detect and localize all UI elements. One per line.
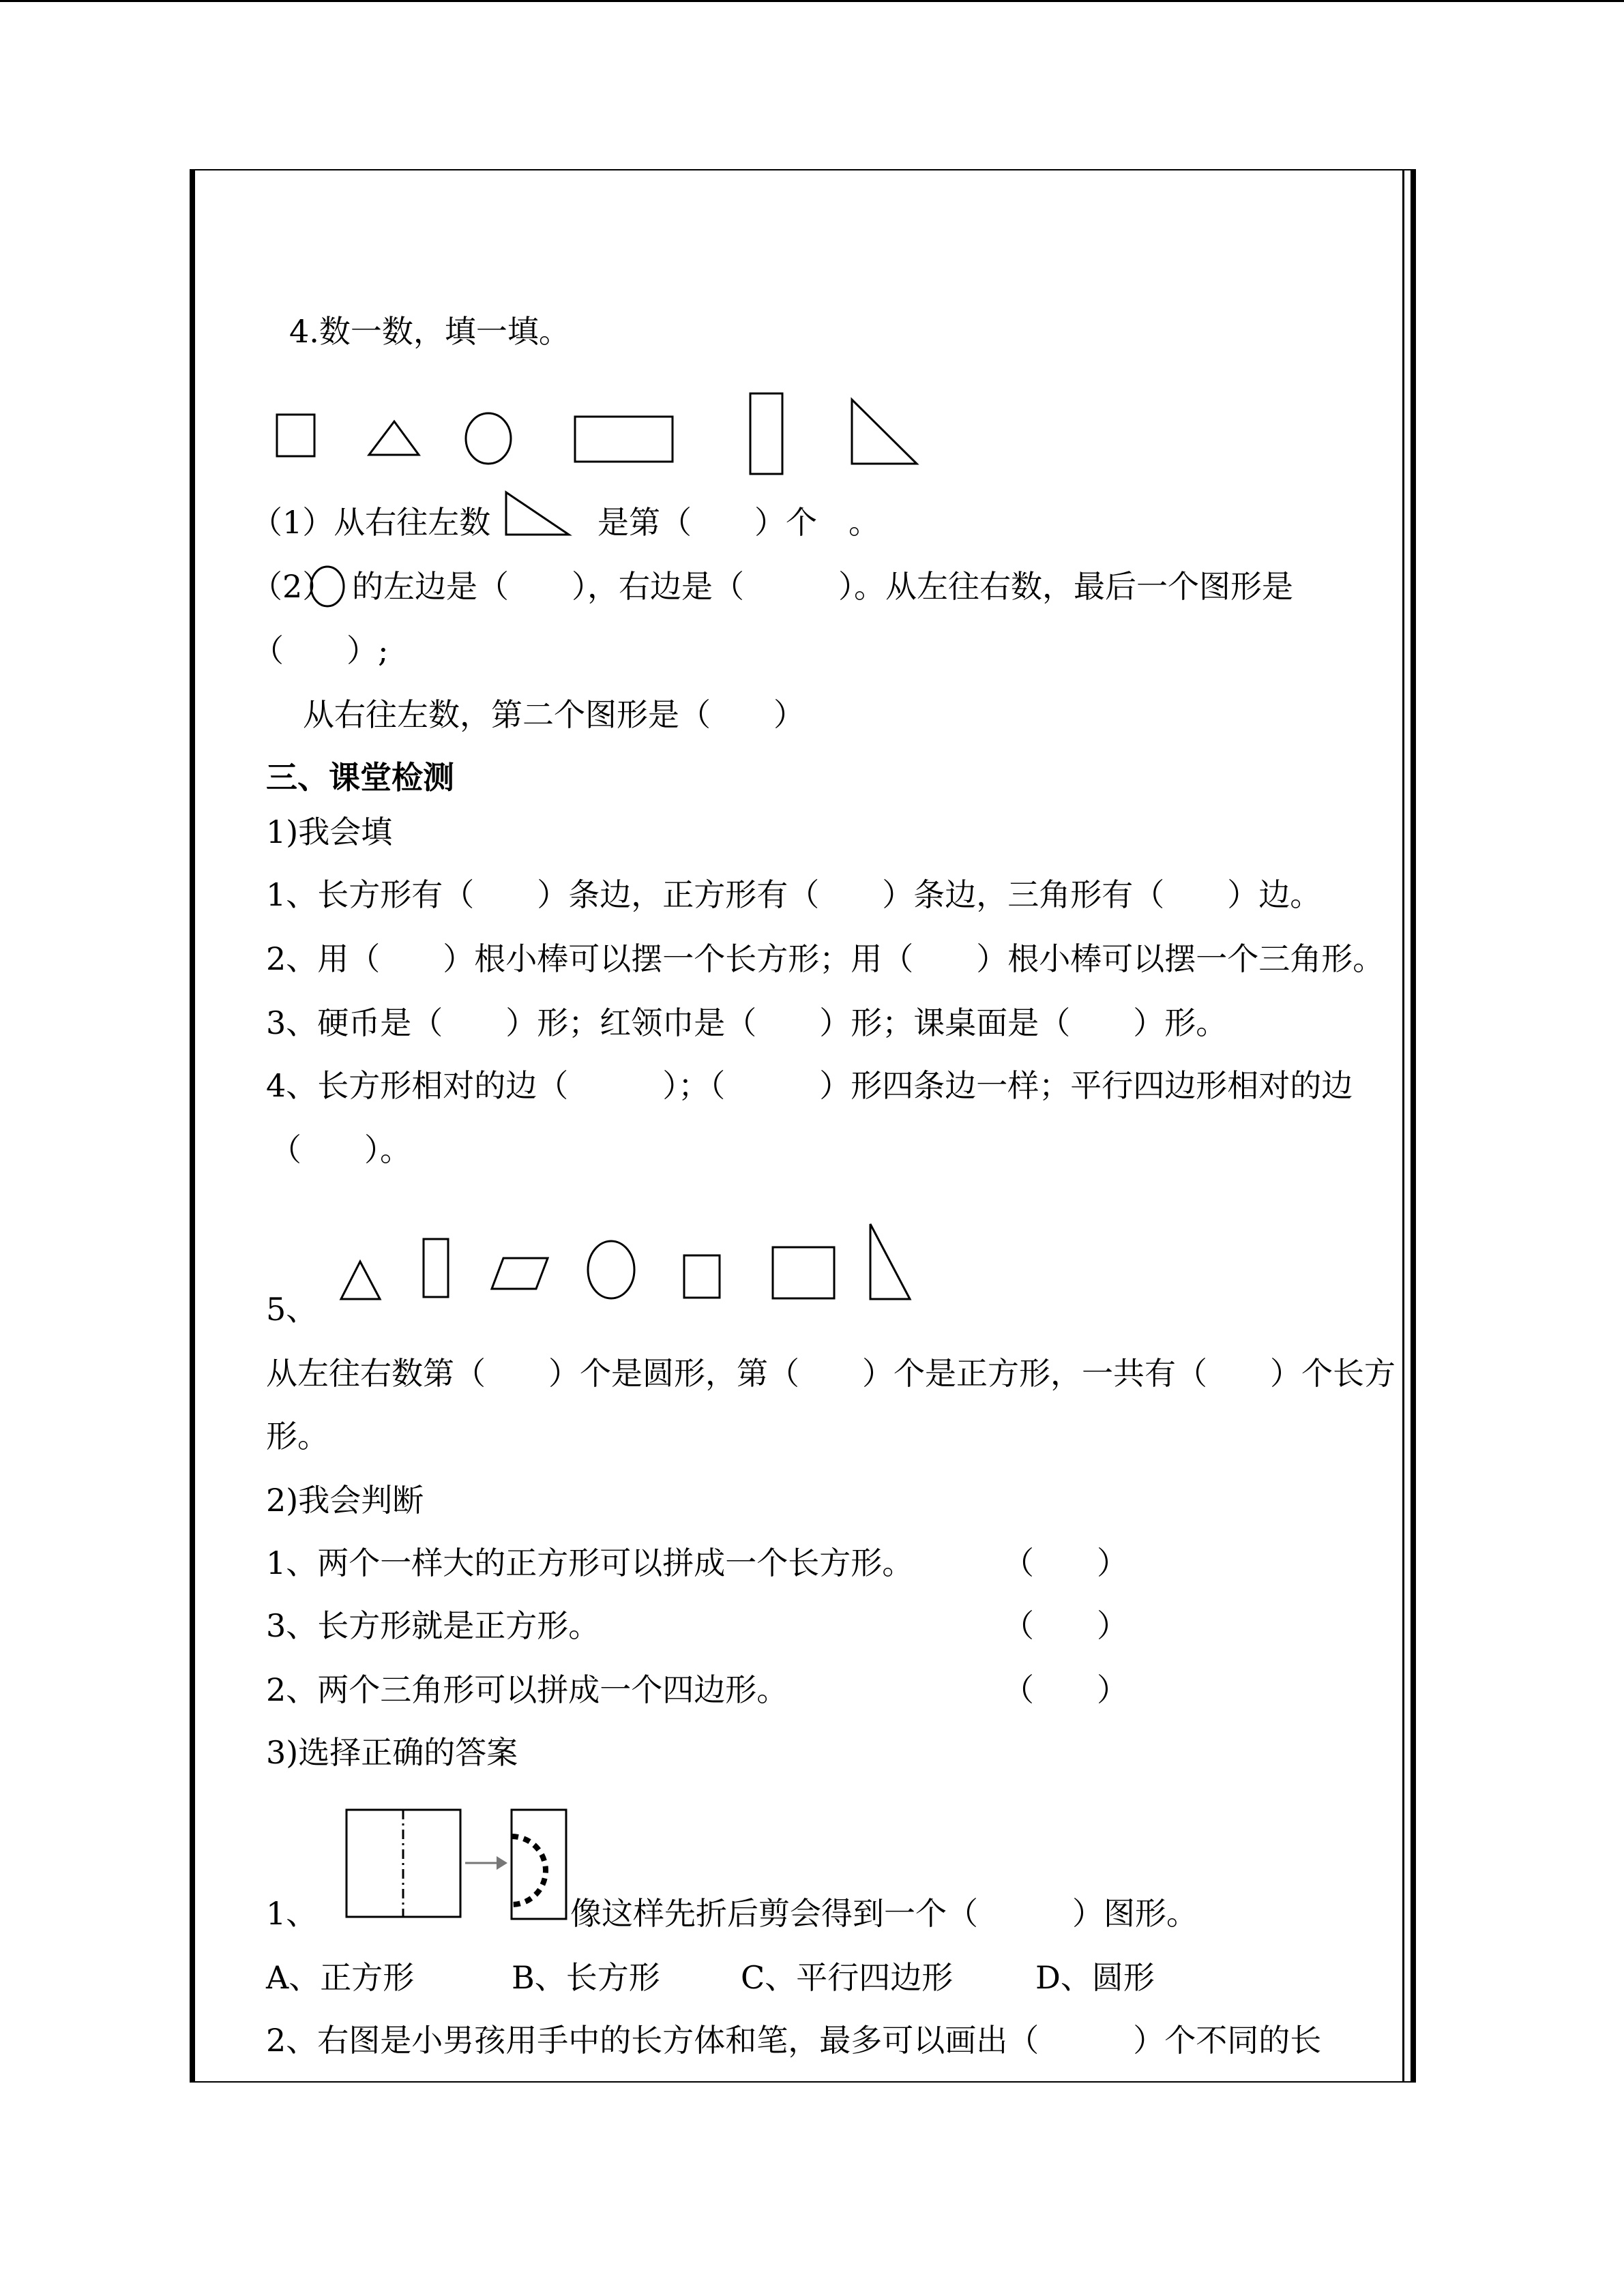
q5-line-2: 形。 [266, 1418, 329, 1455]
q4-p2-cont: （ ）; [252, 632, 389, 669]
judge-item-1-blank: （ ） [1003, 1545, 1128, 1581]
part1-item-2: 2、用（ ）根小棒可以摆一个长方形；用（ ）根小棒可以摆一个三角形。 [266, 940, 1385, 977]
choice-q1-label: 1、 [266, 1895, 318, 1932]
choice-q1-option-c: C、平行四边形 [741, 1959, 954, 1996]
part2-title: 2)我会判断 [266, 1482, 424, 1519]
q4-p1-start: （1）从右往左数 [251, 504, 491, 541]
part1-item-4-cont: （ ）。 [270, 1131, 411, 1168]
q4-p2-text: 的左边是（ ），右边是（ ）。从左往右数，最后一个图形是 [352, 568, 1293, 605]
choice-q1-option-d: D、圆形 [1035, 1959, 1155, 1996]
q5-label: 5、 [266, 1291, 318, 1328]
judge-item-1: 1、两个一样大的正方形可以拼成一个长方形。 [266, 1545, 914, 1581]
part1-item-3: 3、硬币是（ ）形；红领巾是（ ）形；课桌面是（ ）形。 [266, 1004, 1228, 1041]
judge-item-3-blank: （ ） [1003, 1671, 1128, 1708]
part1-item-4: 4、长方形相对的边（ ）；（ ）形四条边一样；平行四边形相对的边 [266, 1067, 1353, 1104]
q5-line-1: 从左往右数第（ ）个是圆形，第（ ）个是正方形，一共有（ ）个长方 [266, 1355, 1396, 1392]
judge-item-2-blank: （ ） [1003, 1607, 1128, 1644]
part1-title: 1)我会填 [266, 814, 393, 850]
choice-q2-text: 2、右图是小男孩用手中的长方体和笔，最多可以画出（ ）个不同的长 [266, 2022, 1322, 2059]
part1-item-1: 1、长方形有（ ）条边，正方形有（ ）条边，三角形有（ ）边。 [266, 876, 1322, 913]
q4-p2-second: 从右往左数，第二个图形是（ ） [303, 696, 805, 733]
judge-item-3: 2、两个三角形可以拼成一个四边形。 [266, 1671, 788, 1708]
q4-p1-end: 是第（ ）个 。 [597, 504, 880, 541]
choice-q1-option-b: B、长方形 [512, 1959, 660, 1996]
judge-item-2: 3、长方形就是正方形。 [266, 1607, 600, 1644]
q4-title: 4.数一数，填一填。 [289, 313, 570, 350]
part3-title: 3)选择正确的答案 [266, 1734, 518, 1771]
section3-title: 三、课堂检测 [266, 759, 454, 796]
choice-q1-text: 像这样先折后剪会得到一个（ ）图形。 [570, 1895, 1198, 1932]
choice-q1-option-a: A、正方形 [266, 1959, 415, 1996]
q4-p2-start: （2） [251, 568, 334, 605]
